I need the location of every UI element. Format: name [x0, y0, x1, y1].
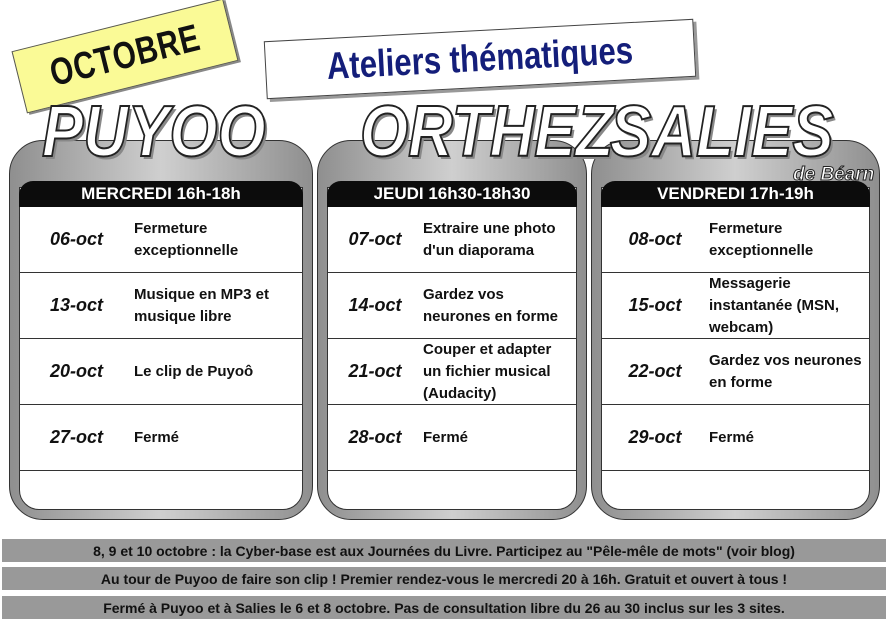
session-list [327, 207, 577, 471]
session-topic: Messagerie instantanée (MSN, webcam) [709, 274, 840, 336]
session-row [601, 207, 870, 273]
session-topic: Fermeture exceptionnelle [709, 219, 814, 259]
city-subtitle-salies: de Béarn [793, 164, 875, 185]
notice-banner: 8, 9 et 10 octobre : la Cyber-base est aux Journées du Livre. Participez au "Pêle-mêle de mots" (voir blog) [2, 539, 886, 562]
session-row [327, 273, 577, 339]
site-card-salies [591, 140, 880, 520]
session-date: 27-oct [49, 427, 103, 447]
schedule-header: MERCREDI 16h-18h [19, 181, 303, 207]
session-date: 21-oct [348, 361, 402, 381]
city-name-salies: SALIES [610, 92, 834, 172]
city-name-puyoo: PUYOO [42, 92, 266, 172]
session-date: 22-oct [628, 361, 682, 381]
session-row [19, 405, 303, 471]
site-card-orthez [317, 140, 587, 520]
session-row [601, 405, 870, 471]
session-row [601, 339, 870, 405]
session-topic: Fermé [423, 428, 469, 446]
session-date: 08-oct [628, 229, 682, 249]
session-topic: Le clip de Puyoô [134, 362, 254, 380]
session-topic: Fermé [134, 428, 180, 446]
schedule-header: VENDREDI 17h-19h [601, 181, 870, 207]
session-date: 20-oct [49, 361, 103, 381]
session-topic: Gardez vos neurones en forme [709, 351, 862, 391]
session-date: 06-oct [49, 229, 103, 249]
session-row [327, 339, 577, 405]
session-topic: Fermé [709, 428, 755, 446]
session-topic: Musique en MP3 et musique libre [134, 285, 270, 325]
session-row [327, 207, 577, 273]
page-title: Ateliers thématiques [325, 29, 635, 88]
page-title-box [264, 19, 696, 99]
notice-banner: Fermé à Puyoo et à Salies le 6 et 8 octobre. Pas de consultation libre du 26 au 30 inclus sur les 3 sites. [2, 596, 886, 619]
session-date: 29-oct [628, 427, 682, 447]
session-topic: Fermeture exceptionnelle [134, 219, 239, 259]
session-topic: Extraire une photo d'un diaporama [423, 219, 556, 259]
schedule-header: JEUDI 16h30-18h30 [327, 181, 577, 207]
notice-banner: Au tour de Puyoo de faire son clip ! Premier rendez-vous le mercredi 20 à 16h. Gratuit et ouvert à tous ! [2, 567, 886, 590]
session-row [601, 273, 870, 339]
session-row [19, 273, 303, 339]
session-date: 28-oct [348, 427, 402, 447]
session-date: 07-oct [348, 229, 402, 249]
session-date: 15-oct [628, 295, 682, 315]
month-label: OCTOBRE [45, 16, 205, 95]
session-row [19, 339, 303, 405]
session-row [19, 207, 303, 273]
session-list [19, 207, 303, 471]
session-topic: Couper et adapter un fichier musical (Audacity) [423, 340, 552, 402]
city-name-orthez: ORTHEZ [360, 92, 614, 172]
session-topic: Gardez vos neurones en forme [423, 285, 559, 325]
site-card-puyoo [9, 140, 313, 520]
session-date: 14-oct [348, 295, 402, 315]
session-date: 13-oct [49, 295, 103, 315]
session-list [601, 207, 870, 471]
session-row [327, 405, 577, 471]
